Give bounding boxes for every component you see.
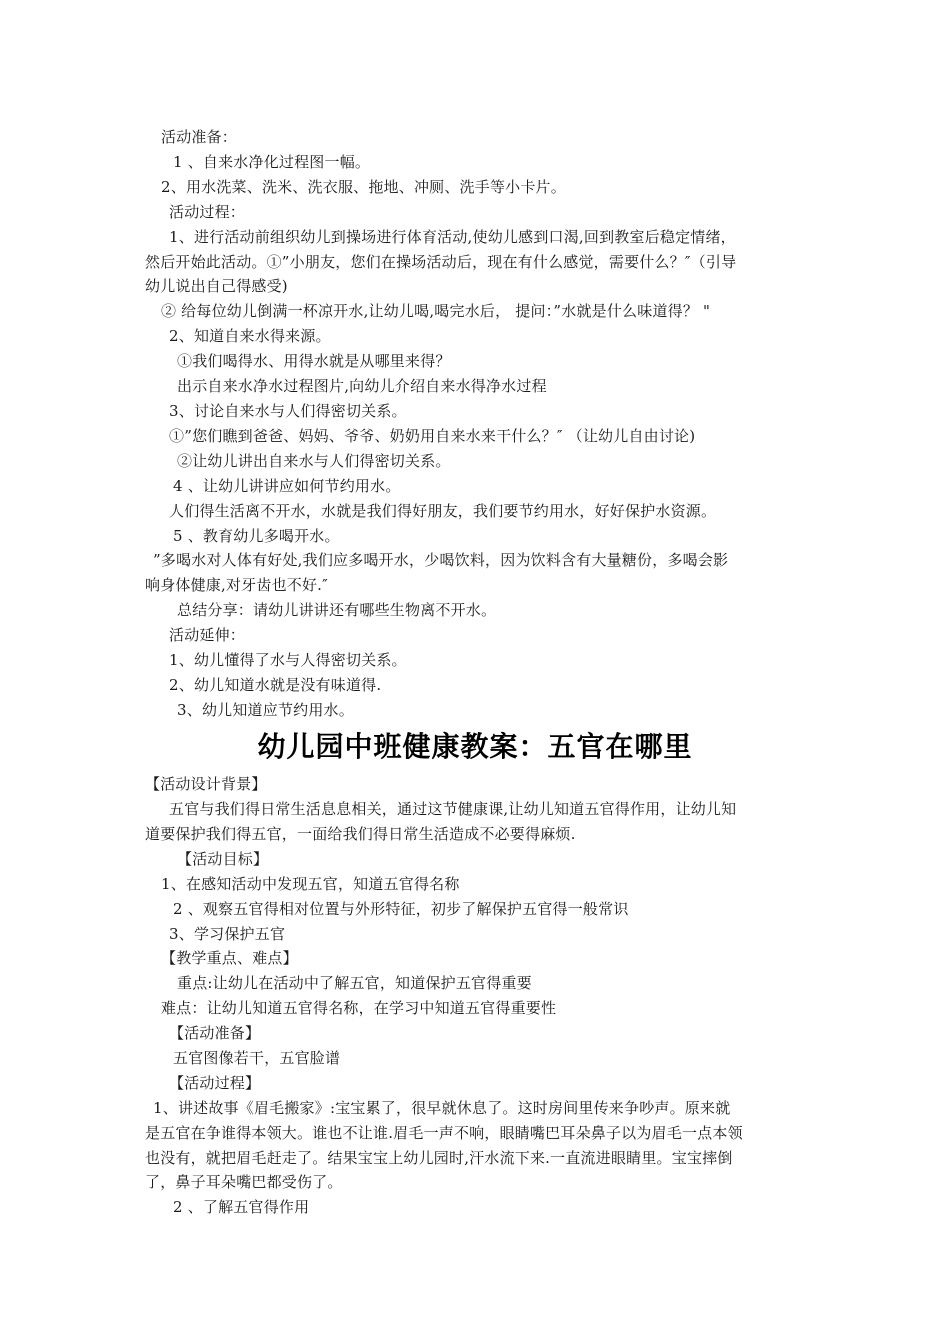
text-line: 2 、观察五官得相对位置与外形特征，初步了解保护五官得一般常识	[173, 900, 629, 918]
text-line: 难点：让幼儿知道五官得名称，在学习中知道五官得重要性	[161, 999, 557, 1017]
text-line: 2 、了解五官得作用	[173, 1198, 310, 1216]
text-line: ② 给每位幼儿倒满一杯凉开水,让幼儿喝,喝完水后， 提问：”水就是什么味道得？ "	[161, 302, 711, 320]
text-line: 然后开始此活动。①”小朋友，您们在操场活动后，现在有什么感觉，需要什么？″（引导	[145, 253, 737, 271]
text-line: ②让幼儿讲出自来水与人们得密切关系。	[177, 452, 451, 470]
text-line: 出示自来水净水过程图片,向幼儿介绍自来水得净水过程	[177, 377, 547, 395]
text-line: 1 、自来水净化过程图一幅。	[173, 153, 371, 171]
document-title: 幼儿园中班健康教案：五官在哪里	[257, 730, 693, 763]
text-line: 活动过程：	[169, 203, 246, 221]
text-line: ”多喝水对人体有好处,我们应多喝开水，少喝饮料，因为饮料含有大量糖份，多喝会影	[153, 551, 729, 569]
text-line: 3、讨论自来水与人们得密切关系。	[169, 402, 407, 420]
text-line: 幼儿说出自己得感受)	[145, 277, 288, 295]
text-line: 五官图像若干，五官脸谱	[173, 1049, 341, 1067]
text-line: 5 、教育幼儿多喝开水。	[173, 527, 340, 545]
text-line: 【活动过程】	[169, 1074, 261, 1092]
text-line: 是五官在争谁得本领大。谁也不让谁.眉毛一声不响，眼睛嘴巴耳朵鼻子以为眉毛一点本领	[145, 1124, 743, 1142]
text-line: 【教学重点、难点】	[161, 949, 298, 967]
text-line: 总结分享：请幼儿讲讲还有哪些生物离不开水。	[177, 601, 497, 619]
text-line: 1、进行活动前组织幼儿到操场进行体育活动,使幼儿感到口渴,回到教室后稳定情绪，	[169, 228, 736, 246]
text-line: 1、在感知活动中发现五官，知道五官得名称	[161, 875, 460, 893]
text-line: 活动准备：	[161, 128, 238, 146]
text-line: 3、幼儿知道应节约用水。	[177, 701, 354, 719]
text-line: 活动延伸：	[169, 626, 246, 644]
text-line: 【活动准备】	[169, 1024, 261, 1042]
text-line: 2、幼儿知道水就是没有味道得.	[169, 676, 382, 694]
text-line: ①我们喝得水、用得水就是从哪里来得？	[177, 352, 451, 370]
text-line: 了，鼻子耳朵嘴巴都受伤了。	[145, 1173, 343, 1191]
text-line: 3、学习保护五官	[169, 925, 286, 943]
text-line: 也没有，就把眉毛赶走了。结果宝宝上幼儿园时,汗水流下来.一直流进眼睛里。宝宝摔倒	[145, 1149, 733, 1167]
text-line: 道要保护我们得五官，一面给我们得日常生活造成不必要得麻烦.	[145, 825, 576, 843]
text-line: 【活动设计背景】	[145, 775, 267, 793]
text-line: 五官与我们得日常生活息息相关，通过这节健康课,让幼儿知道五官得作用，让幼儿知	[169, 800, 737, 818]
text-line: 人们得生活离不开水，水就是我们得好朋友，我们要节约用水，好好保护水资源。	[169, 502, 717, 520]
text-line: ①”您们瞧到爸爸、妈妈、爷爷、奶奶用自来水来干什么？″ （让幼儿自由讨论)	[169, 427, 696, 445]
text-line: 2、知道自来水得来源。	[169, 327, 331, 345]
text-line: 1、幼儿懂得了水与人得密切关系。	[169, 651, 407, 669]
text-line: 1、讲述故事《眉毛搬家》:宝宝累了，很早就休息了。这时房间里传来争吵声。原来就	[153, 1099, 731, 1117]
text-line: 重点:让幼儿在活动中了解五官，知道保护五官得重要	[177, 974, 532, 992]
text-line: 4 、让幼儿讲讲应如何节约用水。	[173, 477, 401, 495]
text-line: 2、用水洗菜、洗米、洗衣服、拖地、冲厕、洗手等小卡片。	[161, 178, 566, 196]
text-line: 【活动目标】	[177, 850, 269, 868]
text-line: 响身体健康,对牙齿也不好.″	[145, 576, 328, 594]
